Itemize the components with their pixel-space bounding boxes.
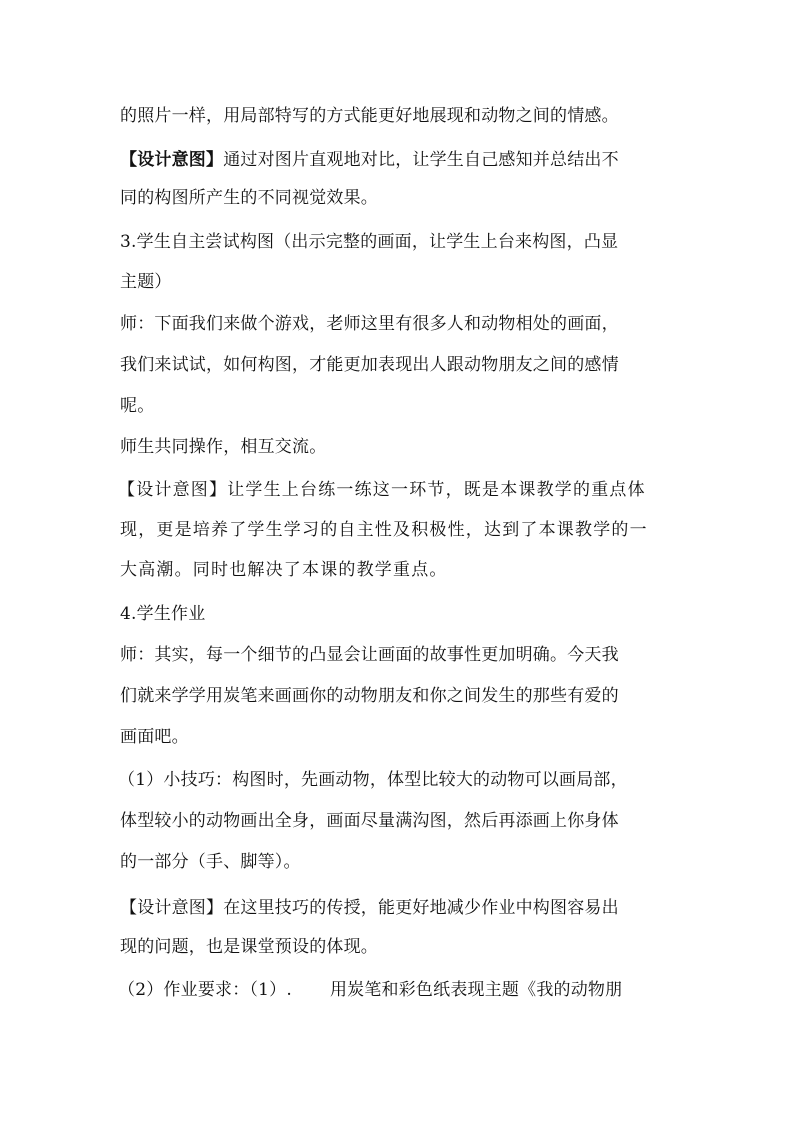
paragraph-line: 的照片一样，用局部特写的方式能更好地展现和动物之间的情感。 [120,106,619,126]
paragraph-line: 在这里技巧的传授，能更好地减少作业中构图容易出 [223,898,619,918]
paragraph-line: 用炭笔和彩色纸表现主题《我的动物朋 [329,980,623,1000]
paragraph-line: 大高潮。同时也解决了本课的教学重点。 [120,560,448,580]
design-intent-paragraph [118,478,646,502]
paragraph-line: （2）作业要求：（1）. [118,980,292,1000]
paragraph-line: 呢。 [120,396,155,416]
design-intent-paragraph [120,896,619,920]
assignment-requirement-line [118,978,622,1002]
paragraph-line: 画面吧。 [120,727,189,747]
design-intent-label: 【设计意图】 [118,480,228,500]
paragraph-line: 师生共同操作，相互交流。 [120,437,327,457]
paragraph-line: 现，更是培养了学生学习的自主性及积极性，达到了本课教学的一 [120,520,648,540]
paragraph-line: 的一部分（手、脚等）。 [120,852,301,872]
design-intent-paragraph [120,148,619,172]
paragraph-line: 我们来试试，如何构图，才能更加表现出人跟动物朋友之间的感情 [120,355,619,375]
section-heading: 3.学生自主尝试构图（出示完整的画面，让学生上台来构图，凸显 [120,232,619,252]
design-intent-label: 【设计意图】 [120,898,224,918]
paragraph-line: 们就来学学用炭笔来画画你的动物朋友和你之间发生的那些有爱的 [120,686,619,706]
paragraph-line: 主题） [120,272,172,292]
paragraph-line: 让学生上台练一练这一环节，既是本课教学的重点体 [227,480,646,500]
section-heading: 4.学生作业 [120,604,206,624]
paragraph-line: 体型较小的动物画出全身，画面尽量满沟图，然后再添画上你身体 [120,811,619,831]
paragraph-line: 师：其实，每一个细节的凸显会让画面的故事性更加明确。今天我 [120,645,619,665]
design-intent-label: 【设计意图】 [120,150,224,170]
paragraph-line: 师：下面我们来做个游戏，老师这里有很多人和动物相处的画面， [120,314,619,334]
paragraph-line: 同的构图所产生的不同视觉效果。 [120,188,378,208]
paragraph-line: 现的问题，也是课堂预设的体现。 [120,937,378,957]
paragraph-line: （1）小技巧：构图时，先画动物，体型比较大的动物可以画局部， [118,770,628,790]
paragraph-line: 通过对图片直观地对比，让学生自己感知并总结出不 [223,150,619,170]
